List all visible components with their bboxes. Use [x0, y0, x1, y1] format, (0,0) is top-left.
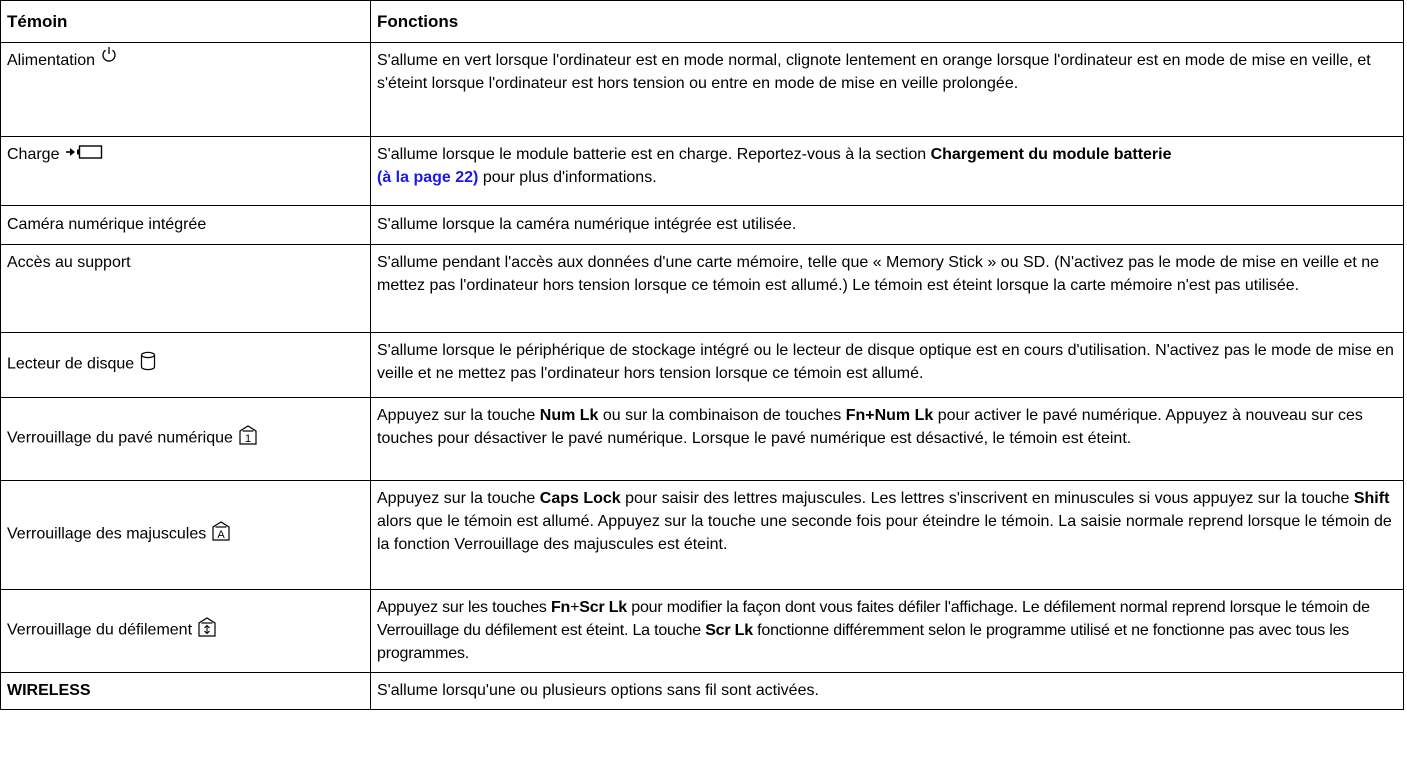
key-name: Caps Lock: [539, 490, 621, 507]
function-text: S'allume lorsque le module batterie est en charge. Reportez-vous à la section: [377, 146, 931, 163]
function-cell: [371, 398, 1404, 481]
indicator-cell: [1, 333, 371, 398]
function-cell: [371, 333, 1404, 398]
indicator-label: Caméra numérique intégrée: [7, 216, 207, 233]
indicator-cell: [1, 137, 371, 206]
function-cell: [371, 137, 1404, 206]
function-text: pour modifier la façon dont vous faites défiler l'affichage. Le défilement normal reprend lorsque le témoin de Verrouillage du défilement est éteint. La touche: [377, 599, 1370, 639]
indicator-label: Alimentation: [7, 52, 96, 69]
function-cell: [371, 245, 1404, 333]
key-name: Scr Lk: [579, 599, 627, 616]
disk-drive-icon: [140, 351, 156, 378]
indicator-label: Accès au support: [7, 254, 131, 271]
function-cell: [371, 590, 1404, 673]
function-text: Appuyez sur les touches: [377, 599, 551, 616]
num-lock-icon: [239, 425, 257, 452]
power-icon: [101, 46, 117, 71]
function-cell: [371, 481, 1404, 590]
function-text: ou sur la combinaison de touches: [598, 407, 846, 424]
key-name: Num Lk: [539, 407, 599, 424]
indicator-label: Lecteur de disque: [7, 355, 135, 373]
table-row: [1, 137, 1404, 206]
header-temoin: Témoin: [1, 1, 371, 43]
scroll-lock-icon: [198, 617, 216, 644]
function-text: pour activer le pavé numérique. Appuyez à nouveau sur ces touches pour désactiver le pavé numérique. Lorsque le pavé numérique est désactivé, le témoin est éteint.: [377, 407, 1363, 447]
svg-text:A: A: [217, 529, 225, 541]
function-cell: [371, 43, 1404, 137]
function-cell: [371, 673, 1404, 710]
header-fonctions: Fonctions: [371, 1, 1404, 43]
caps-lock-icon: [212, 521, 230, 548]
key-name: Fn: [550, 599, 571, 616]
battery-charge-icon: [65, 143, 103, 166]
function-text: S'allume lorsque le périphérique de stockage intégré ou le lecteur de disque optique est en cours d'utilisation. N'activez pas le mode de mise en veille et ne mettez pas l'ordinateur hors tension lorsque ce témoin est allumé.: [377, 342, 1394, 382]
key-name: Scr Lk: [705, 622, 753, 639]
table-row: [1, 333, 1404, 398]
function-text: pour saisir des lettres majuscules. Les lettres s'inscrivent en minuscules si vous appuyez sur la touche: [620, 490, 1354, 507]
function-text: S'allume pendant l'accès aux données d'une carte mémoire, telle que « Memory Stick » ou SD. (N'activez pas le mode de mise en veille et ne mettez pas l'ordinateur hors tension lorsque ce témoin est allumé.) Le témoin est éteint lorsque la carte mémoire n'est pas utilisée.: [377, 254, 1380, 294]
function-text: alors que le témoin est allumé. Appuyez sur la touche une seconde fois pour éteindre le témoin. La saisie normale reprend lorsque le témoin de la fonction Verrouillage des majuscules est éteint.: [377, 513, 1392, 553]
table-row: [1, 673, 1404, 710]
indicator-cell: [1, 43, 371, 137]
function-text: S'allume lorsqu'une ou plusieurs options sans fil sont activées.: [377, 682, 819, 699]
indicator-label: Verrouillage du défilement: [7, 621, 193, 639]
svg-text:1: 1: [244, 433, 251, 445]
table-row: [1, 245, 1404, 333]
section-reference: Chargement du module batterie: [930, 146, 1172, 163]
function-text: pour plus d'informations.: [478, 169, 657, 186]
function-cell: [371, 206, 1404, 245]
table-header-row: [1, 1, 1404, 43]
indicator-cell: [1, 206, 371, 245]
function-text: S'allume lorsque la caméra numérique intégrée est utilisée.: [377, 216, 797, 233]
indicator-cell: [1, 590, 371, 673]
indicator-label: Verrouillage des majuscules: [7, 525, 207, 543]
function-text: S'allume en vert lorsque l'ordinateur est en mode normal, clignote lentement en orange lorsque l'ordinateur est en mode de mise en veille, et s'éteint lorsque l'ordinateur est hors tension ou entre en mode de mise en veille prolongée.: [377, 52, 1371, 92]
table-row: [1, 43, 1404, 137]
indicator-label: Verrouillage du pavé numérique: [7, 429, 233, 447]
indicator-label: WIRELESS: [7, 682, 91, 699]
page-link[interactable]: (à la page 22): [377, 169, 479, 186]
table-row: [1, 206, 1404, 245]
table-row: [1, 590, 1404, 673]
indicator-cell: [1, 245, 371, 333]
table-row: [1, 398, 1404, 481]
key-name: Fn+Num Lk: [845, 407, 934, 424]
indicator-cell: [1, 673, 371, 710]
function-text: +: [570, 599, 580, 616]
indicator-cell: [1, 398, 371, 481]
function-text: Appuyez sur la touche: [377, 490, 540, 507]
function-text: Appuyez sur la touche: [377, 407, 540, 424]
key-name: Shift: [1353, 490, 1390, 507]
function-text: fonctionne différemment selon le programme utilisé et ne fonctionne pas avec tous les programmes.: [377, 622, 1350, 662]
table-row: [1, 481, 1404, 590]
indicator-label: Charge: [7, 146, 60, 163]
indicator-cell: [1, 481, 371, 590]
